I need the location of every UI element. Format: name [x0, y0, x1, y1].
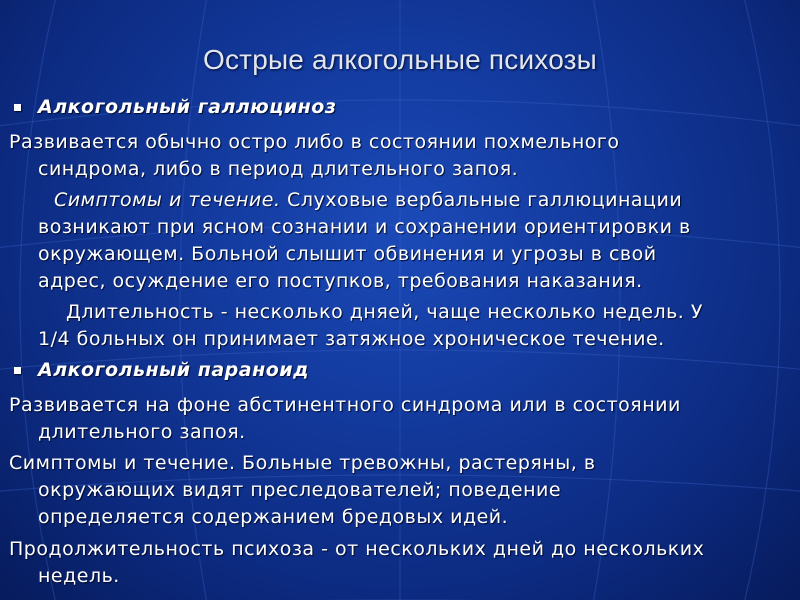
section2-onset-line1: Развивается на фоне абстинентного синдрома или в состоянии: [9, 394, 681, 416]
section1-symptoms-line1: [54, 187, 682, 213]
section1-symptoms-line3: окружающем. Больной слышит обвинения и угрозы в свой: [38, 243, 657, 265]
slide-title: Острые алкогольные психозы: [202, 44, 598, 75]
section2-symptoms-line1: Симптомы и течение. Больные тревожны, растеряны, в: [9, 452, 596, 474]
section1-symptoms-line2: возникают при ясном сознании и сохранении ориентировки в: [38, 216, 691, 238]
section2-duration-line2: недель.: [38, 565, 120, 587]
section2-symptoms-line2: окружающих видят преследователей; поведение: [38, 479, 562, 501]
section2-onset-line2: длительного запоя.: [38, 421, 246, 443]
bullet-icon: [14, 104, 21, 111]
section1-intro-line2: синдрома, либо в период длительного запоя.: [38, 158, 519, 180]
section2-duration-line1: Продолжительность психоза - от нескольких дней до нескольких: [9, 538, 705, 560]
section1-duration-line2: 1/4 больных он принимает затяжное хроническое течение.: [38, 328, 665, 350]
section1-intro-line1: Развивается обычно остро либо в состоянии похмельного: [9, 131, 620, 153]
section1-heading: Алкогольный галлюциноз: [38, 96, 337, 118]
section2-heading: Алкогольный параноид: [38, 359, 309, 381]
section2-symptoms-line3: определяется содержанием бредовых идей.: [38, 506, 509, 528]
section1-symptoms-text: Слуховые вербальные галлюцинации: [287, 189, 683, 211]
section1-duration-line1: Длительность - несколько дняей, чаще несколько недель. У: [66, 301, 703, 323]
section1-symptoms-label: Симптомы и течение.: [54, 189, 281, 211]
bullet-icon: [14, 367, 21, 374]
section1-symptoms-line4: адрес, осуждение его поступков, требования наказания.: [38, 270, 643, 292]
